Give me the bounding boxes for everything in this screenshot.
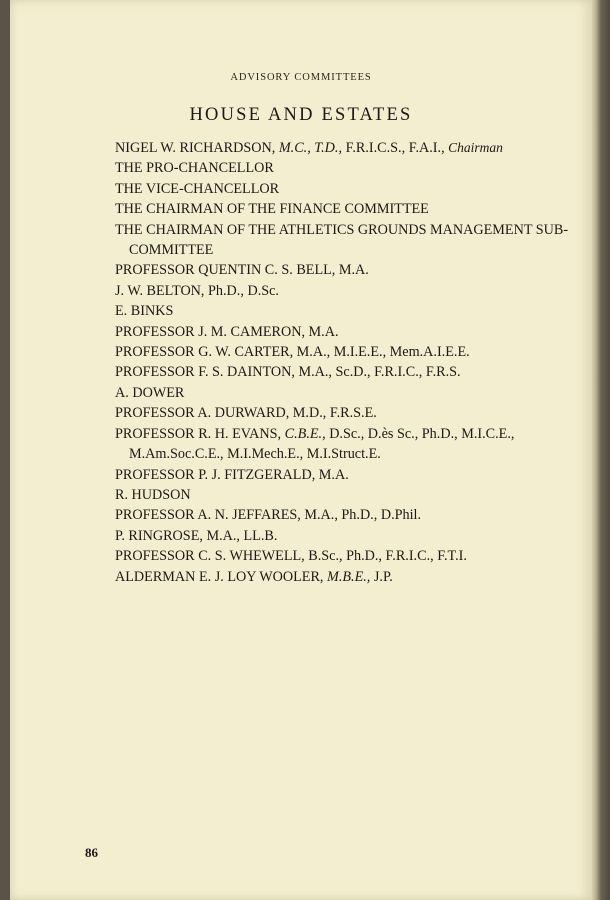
page-number: 86 [85,845,98,860]
member-entry: A. DOWER [115,384,185,401]
member-qualifications: D.Sc., D.ès Sc., Ph.D., M.I.C.E., M.Am.Soc.C.E., M.I.Mech.E., M.I.Struct.E. [129,425,515,463]
member-name: ALDERMAN E. J. LOY WOOLER, [115,568,328,585]
member-honours: C.B.E., [284,425,326,442]
member-entry [115,567,570,587]
member-qualifications: F.R.I.C.S., F.A.I., [342,140,449,156]
member-entry: PROFESSOR G. W. CARTER, M.A., M.I.E.E., Mem.A.I.E.E. [115,344,470,361]
member-entry: PROFESSOR A. N. JEFFARES, M.A., Ph.D., D.Phil. [115,507,422,524]
book-page [10,0,592,900]
member-entry: PROFESSOR J. M. CAMERON, M.A. [115,323,339,340]
member-name: NIGEL W. RICHARDSON, [115,140,279,156]
member-entry [115,138,570,158]
member-role: Chairman [448,140,503,155]
member-entry: PROFESSOR P. J. FITZGERALD, M.A. [115,466,349,483]
member-entry: THE CHAIRMAN OF THE FINANCE COMMITTEE [115,201,429,218]
member-entry: E. BINKS [115,303,174,320]
member-entry [115,424,570,465]
section-title: HOUSE AND ESTATES [189,105,413,125]
member-entry: PROFESSOR C. S. WHEWELL, B.Sc., Ph.D., F.R.I.C., F.T.I. [115,548,467,565]
member-entry: THE CHAIRMAN OF THE ATHLETICS GROUNDS MANAGEMENT SUB-COMMITTEE [115,221,569,259]
running-header: ADVISORY COMMITTEES [230,72,372,83]
member-entry: PROFESSOR QUENTIN C. S. BELL, M.A. [115,262,369,279]
committee-member-list [115,138,570,587]
member-entry: R. HUDSON [115,486,191,503]
member-honours: M.C., T.D., [278,140,343,156]
member-honours: M.B.E., [327,568,371,585]
member-qualifications: J.P. [370,568,393,585]
member-entry: PROFESSOR F. S. DAINTON, M.A., Sc.D., F.R.I.C., F.R.S. [115,364,461,381]
book-spine-shadow [592,0,610,900]
member-entry: PROFESSOR A. DURWARD, M.D., F.R.S.E. [115,405,377,422]
member-entry: THE VICE-CHANCELLOR [115,180,280,197]
member-entry: J. W. BELTON, Ph.D., D.Sc. [115,282,279,299]
member-entry: THE PRO-CHANCELLOR [115,160,274,177]
member-entry: P. RINGROSE, M.A., LL.B. [115,527,278,544]
member-name: PROFESSOR R. H. EVANS, [115,425,285,442]
